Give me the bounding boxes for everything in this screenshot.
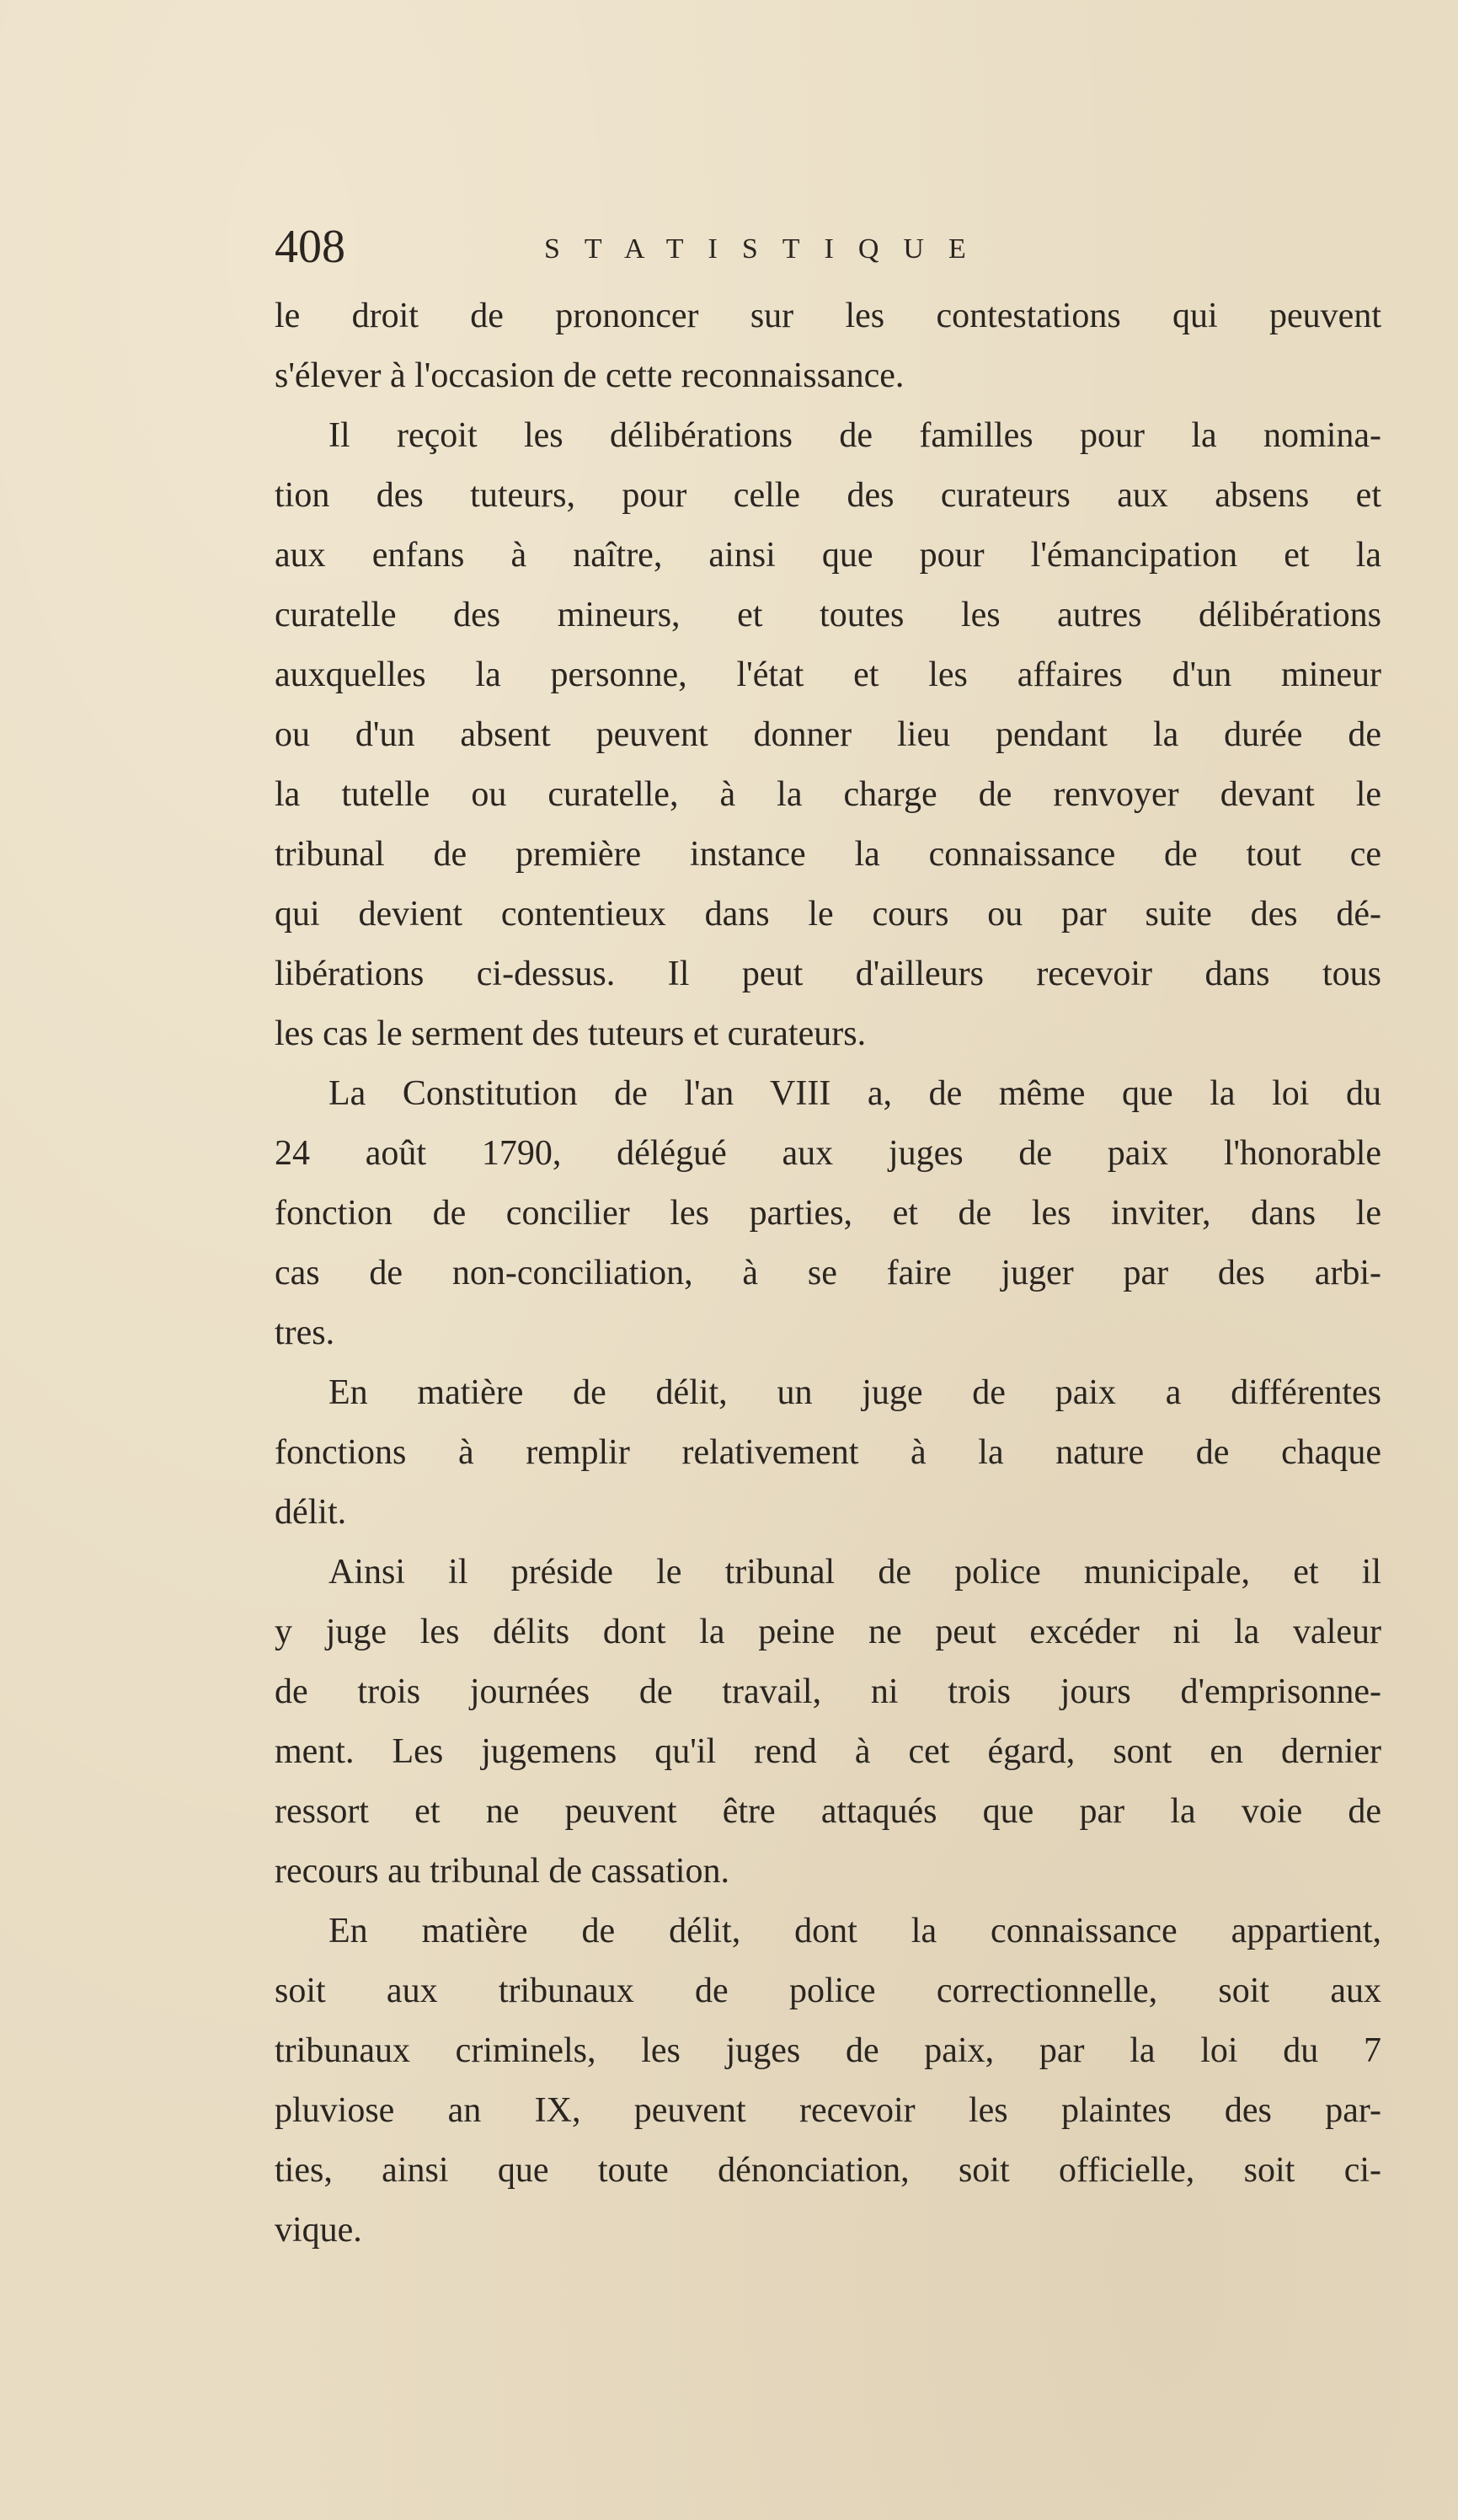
running-title: STATISTIQUE — [544, 233, 991, 265]
text-line: qui devient contentieux dans le cours ou par suite des dé- — [275, 895, 1381, 934]
text-line: s'élever à l'occasion de cette reconnaissance. — [275, 356, 905, 395]
text-line: curatelle des mineurs, et toutes les autres délibérations — [275, 596, 1381, 634]
text-line: pluviose an IX, peuvent recevoir les plaintes des par- — [275, 2091, 1381, 2130]
text-line: aux enfans à naître, ainsi que pour l'émancipation et la — [275, 536, 1381, 575]
text-line: fonctions à remplir relativement à la nature de chaque — [275, 1433, 1381, 1472]
text-line: ressort et ne peuvent être attaqués que par la voie de — [275, 1792, 1381, 1831]
text-line: le droit de prononcer sur les contestations qui peuvent — [275, 297, 1381, 335]
text-line: En matière de délit, dont la connaissance appartient, — [328, 1912, 1381, 1950]
text-line: tribunal de première instance la connaissance de tout ce — [275, 835, 1381, 874]
text-line: En matière de délit, un juge de paix a différentes — [328, 1373, 1381, 1412]
text-line: la tutelle ou curatelle, à la charge de renvoyer devant le — [275, 775, 1381, 814]
text-line: délit. — [275, 1493, 347, 1532]
text-line: tres. — [275, 1314, 335, 1352]
text-line: libérations ci-dessus. Il peut d'ailleurs recevoir dans tous — [275, 955, 1381, 993]
text-line: ou d'un absent peuvent donner lieu pendant la durée de — [275, 715, 1381, 754]
text-line: vique. — [275, 2211, 362, 2250]
text-line: 24 août 1790, délégué aux juges de paix l'honorable — [275, 1134, 1381, 1173]
page-header — [275, 217, 1429, 276]
text-line: ties, ainsi que toute dénonciation, soit officielle, soit ci- — [275, 2151, 1381, 2190]
text-line: les cas le serment des tuteurs et curateurs. — [275, 1014, 867, 1053]
text-line: Il reçoit les délibérations de familles pour la nomina- — [328, 416, 1381, 455]
text-line: recours au tribunal de cassation. — [275, 1852, 729, 1891]
text-line: fonction de concilier les parties, et de les inviter, dans le — [275, 1194, 1381, 1233]
text-line: tion des tuteurs, pour celle des curateurs aux absens et — [275, 476, 1381, 515]
text-line: La Constitution de l'an VIII a, de même que la loi du — [328, 1074, 1381, 1113]
text-line: Ainsi il préside le tribunal de police municipale, et il — [328, 1553, 1381, 1592]
text-line: soit aux tribunaux de police correctionnelle, soit aux — [275, 1972, 1381, 2010]
body-text — [275, 286, 1381, 2261]
text-line: de trois journées de travail, ni trois jours d'emprisonne- — [275, 1672, 1381, 1711]
text-line: tribunaux criminels, les juges de paix, par la loi du 7 — [275, 2031, 1381, 2070]
text-line: y juge les délits dont la peine ne peut excéder ni la valeur — [275, 1613, 1381, 1651]
text-line: auxquelles la personne, l'état et les affaires d'un mineur — [275, 655, 1381, 694]
text-line: ment. Les jugemens qu'il rend à cet égard, sont en dernier — [275, 1732, 1381, 1771]
page-number: 408 — [275, 221, 345, 273]
text-line: cas de non-conciliation, à se faire juger par des arbi- — [275, 1254, 1381, 1292]
